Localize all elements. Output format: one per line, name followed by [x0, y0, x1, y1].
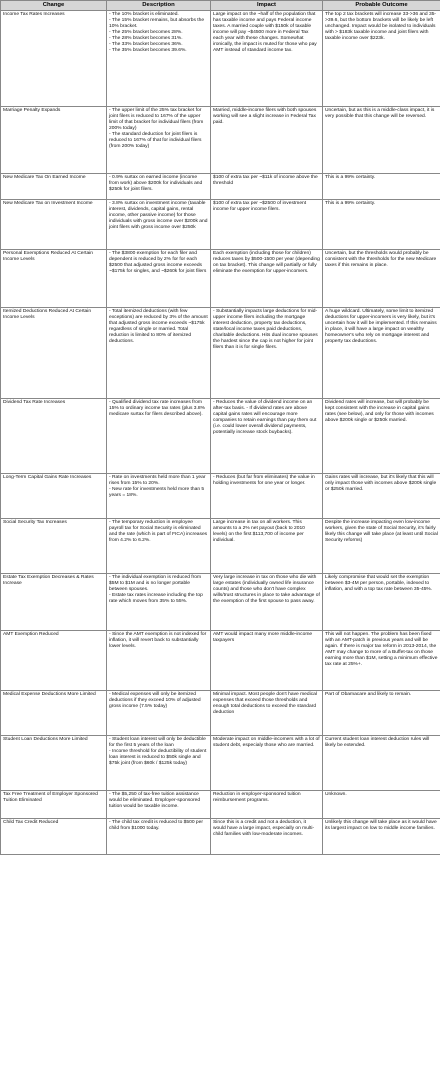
impact-cell: $100 of extra tax per ~$2500 of investment income for upper income filers.	[211, 200, 323, 250]
impact-cell: Since this is a credit and not a deduction, it would have a large impact, especially on multi-child families with low-moderate incomes.	[211, 819, 323, 855]
outcome-cell: The top 2 tax brackets will increase 33->36 and 35->39.6, but the bottom brackets will be likely be left unchanged. Impact would be isolated to individuals with > $183k taxable income and joint filers with taxable income over $223k.	[323, 11, 440, 107]
description-cell	[107, 399, 211, 474]
description-cell	[107, 519, 211, 574]
table-row	[1, 791, 440, 819]
description-line: - Total itemized deductions (with few exceptions) are reduced by 3% of the amount that adjusted gross income exceeds ~$175k regardless of single or married. Total reduction is limited to 80% of itemized deductions.	[109, 309, 208, 344]
impact-cell: $100 of extra tax per ~$11k of income above the threshold	[211, 174, 323, 200]
table-row	[1, 691, 440, 736]
description-cell	[107, 631, 211, 691]
impact-cell: - Substantially impacts large deductions for mid-upper income filers including the mortgage interest deduction, property tax deductions, state/local income taxes paid deductions, charitable deductions. Hits dual income spouses the hardest since the cap is not higher for joint filers than it is for single filers.	[211, 308, 323, 399]
header-impact: Impact	[211, 1, 323, 11]
description-line: - The individual exemption is reduced from $5M to $1M and is no longer portable between spouses.	[109, 575, 202, 592]
description-line: - The 28% bracket becomes 31%.	[109, 36, 183, 41]
description-line: - The 35% bracket becomes 39.6%.	[109, 48, 187, 53]
header-description: Description	[107, 1, 211, 11]
description-line: - New rate for investments held more than 5 years = 18%.	[109, 487, 205, 498]
description-line: - The 15% bracket remains, but absorbs the 10% bracket.	[109, 18, 205, 29]
description-line: - Qualified dividend tax rate increases from 15% to ordinary income tax rates (plus 3.8% medicare surtax for filers described above).	[109, 400, 205, 417]
description-cell	[107, 200, 211, 250]
impact-cell: - Reduces (but far from eliminates) the value in holding investments for one year or longer.	[211, 474, 323, 519]
impact-cell: Large impact on the ~half of the population that has taxable income and pays Federal income taxes. A married couple with $150k of taxable income will pay ~$4500 more in Federal Tax each year with these changes. Somewhat ironically, the impact is muted for those who pay AMT instead of standard income tax.	[211, 11, 323, 107]
table-row	[1, 11, 440, 107]
header-row	[1, 1, 440, 11]
description-cell	[107, 574, 211, 631]
change-cell: Personal Exemptions Reduced At Certain Income Levels	[1, 250, 107, 308]
change-cell: New Medicare Tax on Investment Income	[1, 200, 107, 250]
outcome-cell: Likely compromise that would set the exemption between $3-4M per person, portable, indexed to inflation, and with a top tax rate between 35-45%.	[323, 574, 440, 631]
description-line: - Since the AMT exemption is not indexed for inflation, it will revert back to substantially lower levels.	[109, 632, 207, 649]
description-line: - Estate tax rates increase including the top rate which moves from 35% to 55%.	[109, 593, 203, 604]
table-row	[1, 631, 440, 691]
description-cell	[107, 736, 211, 791]
description-line: - The $5,250 of tax-free tuition assistance would be eliminated. Employer-sponsored tuition would be taxable income.	[109, 792, 201, 809]
description-line: - The standard deduction for joint filers is reduced to 167% of that for individual filers (from 200% today)	[109, 132, 202, 149]
impact-cell: Very large increase in tax on those who die with large estates (individually owned life insurance counts) and those who don't have complex wills/trust structures in place to take advantage of the exemption of the first spouse to pass away.	[211, 574, 323, 631]
description-cell	[107, 107, 211, 174]
description-cell	[107, 250, 211, 308]
description-cell	[107, 11, 211, 107]
description-cell	[107, 174, 211, 200]
outcome-cell: Part of Obamacare and likely to remain.	[323, 691, 440, 736]
description-line: - The upper limit of the 25% tax bracket for joint filers is reduced to 167% of the upper limit of that bracket for individual filers (from 200% today)	[109, 108, 204, 131]
outcome-cell: Dividend rates will increase, but will probably be kept consistent with the increase in capital gains rates (see below), and only for those with incomes above $200k single or $250k married.	[323, 399, 440, 474]
outcome-cell: This will not happen. The problem has been fixed with an AMT-patch in previous years and will be again. If there is major tax reform in 2013-2014, the AMT may change to more of a Buffet-tax on those earning more than $1M, setting a minimum effective tax rate at 25%+.	[323, 631, 440, 691]
description-line: - The $3800 exemption for each filer and dependent is reduced by 2% for for each $2500 that adjusted gross income exceeds ~$175k for singles, and ~$260k for joint filers	[109, 251, 207, 274]
change-cell: New Medicare Tax On Earned Income	[1, 174, 107, 200]
description-cell	[107, 308, 211, 399]
impact-cell: Minimal impact. Most people don't have medical expenses that exceed those thresholds and enough total deductions to exceed the standard deduction	[211, 691, 323, 736]
change-cell: Marriage Penalty Expands	[1, 107, 107, 174]
description-line: - Rate on investments held more than 1 year rises from 15% to 20%.	[109, 475, 206, 486]
description-line: - The 33% bracket becomes 36%.	[109, 42, 183, 47]
outcome-cell: Uncertain, but as this is a middle-class impact, it is very possible that this change will be reversed.	[323, 107, 440, 174]
outcome-cell: Despite the increase impacting even low-income workers, given the state of Social Security, it's fairly likely this change will take place (at least until Social Security reforms)	[323, 519, 440, 574]
description-line: - Student loan interest will only be deductible for the first 5 years of the loan	[109, 737, 206, 748]
description-line: - Income threshold for deductibility of student loan interest is reduced to $50k single and $75k joint (from $60k / $125k today)	[109, 749, 207, 766]
outcome-cell: Unknown.	[323, 791, 440, 819]
change-cell: Itemized Deductions Reduced At Certain Income Levels	[1, 308, 107, 399]
outcome-cell: This is a 99% certainty.	[323, 174, 440, 200]
table-row	[1, 200, 440, 250]
change-cell: Long-Term Capital Gains Rate Increases	[1, 474, 107, 519]
table-row	[1, 308, 440, 399]
table-row	[1, 736, 440, 791]
impact-cell: AMT would impact many more middle-income taxpayers	[211, 631, 323, 691]
description-cell	[107, 691, 211, 736]
table-row	[1, 519, 440, 574]
table-row	[1, 250, 440, 308]
header-outcome: Probable Outcome	[323, 1, 440, 11]
description-line: - The 25% bracket becomes 28%.	[109, 30, 183, 35]
description-cell	[107, 791, 211, 819]
impact-cell: Moderate impact on middle-incomers with a lot of student debt, especialy those who are married.	[211, 736, 323, 791]
change-cell: AMT Exemption Reduced	[1, 631, 107, 691]
description-line: - Medical expenses will only be itemized deductions if they exceed 10% of adjusted gross income (7.5% today)	[109, 692, 201, 709]
change-cell: Income Tax Rates Increases	[1, 11, 107, 107]
impact-cell: Married, middle-income filers with both spouses working will see a slight increase in Federal Tax paid.	[211, 107, 323, 174]
change-cell: Dividend Tax Rate Increases	[1, 399, 107, 474]
impact-cell: Reduction in employer-sponsored tuition reimbursement programs.	[211, 791, 323, 819]
impact-cell: Each exemption (including those for children) reduces taxes by $500-1500 per year (depending on tax bracket). This change will partially or fully eliminate the exemption for upper-incomers.	[211, 250, 323, 308]
change-cell: Child Tax Credit Reduced	[1, 819, 107, 855]
description-line: - The 10% bracket is eliminated.	[109, 12, 179, 17]
outcome-cell: Uncertain, but the thresholds would probably be consistent with the thresholds for the new Medicare taxes if this remains in place.	[323, 250, 440, 308]
change-cell: Student Loan Deductions More Limited	[1, 736, 107, 791]
outcome-cell: Gains rates will increase, but it's likely that this will only impact those with incomes above $200k single or $250k married.	[323, 474, 440, 519]
table-row	[1, 574, 440, 631]
change-cell: Tax Free Treatment of Employer Sponsored Tuition Eliminated	[1, 791, 107, 819]
description-line: - 3.8% surtax on investment income (taxable interest, dividends, capital gains, rental income, other passive income) for those individuals with gross income over $200k and joint filers with gross income over $250k	[109, 201, 208, 230]
outcome-cell: Current student loan interest deduction rules will likely be extended.	[323, 736, 440, 791]
table-row	[1, 399, 440, 474]
table-row	[1, 174, 440, 200]
description-line: - The temporary reduction in employee payroll tax for Social Security is eliminated and the rate (which is part of FICA) increases from 4.2% to 6.2%.	[109, 520, 208, 543]
impact-cell: Large increase in tax on all workers. This amounts to a 2% net payout (back to 2010 levels) on the first $113,700 of income per individual.	[211, 519, 323, 574]
change-cell: Social Security Tax Increases	[1, 519, 107, 574]
header-change: Change	[1, 1, 107, 11]
outcome-cell: This is a 99% certainty.	[323, 200, 440, 250]
table-row	[1, 107, 440, 174]
description-line: - The child tax credit is reduced to $500 per child from $1000 today.	[109, 820, 203, 831]
description-cell	[107, 474, 211, 519]
description-line: - 0.9% surtax on earned income (income from work) above $200k for individuals and $250k for joint filers.	[109, 175, 203, 192]
table-row	[1, 819, 440, 855]
description-cell	[107, 819, 211, 855]
impact-cell: - Reduces the value of dividend income on an after-tax basis. - If dividend rates are above capital gains rates will encourage more companies to retain earnings than pay them out (i.e. could lower overall dividend payments, potentially increase stock buybacks).	[211, 399, 323, 474]
change-cell: Estate Tax Exemption Decreases & Rates Increase	[1, 574, 107, 631]
table-row	[1, 474, 440, 519]
outcome-cell: Unlikely this change will take place as it would have its largest impact on low to middle income families.	[323, 819, 440, 855]
outcome-cell: A huge wildcard. Ultimately, some limit to itemized deductions for upper-incomers is very likely, but it's uncertain how it will be implemented. If this remains in place, it will have a large impact on wealthy homeowner's who rely on mortgage interest and property tax deductions.	[323, 308, 440, 399]
change-cell: Medical Expense Deductions More Limited	[1, 691, 107, 736]
